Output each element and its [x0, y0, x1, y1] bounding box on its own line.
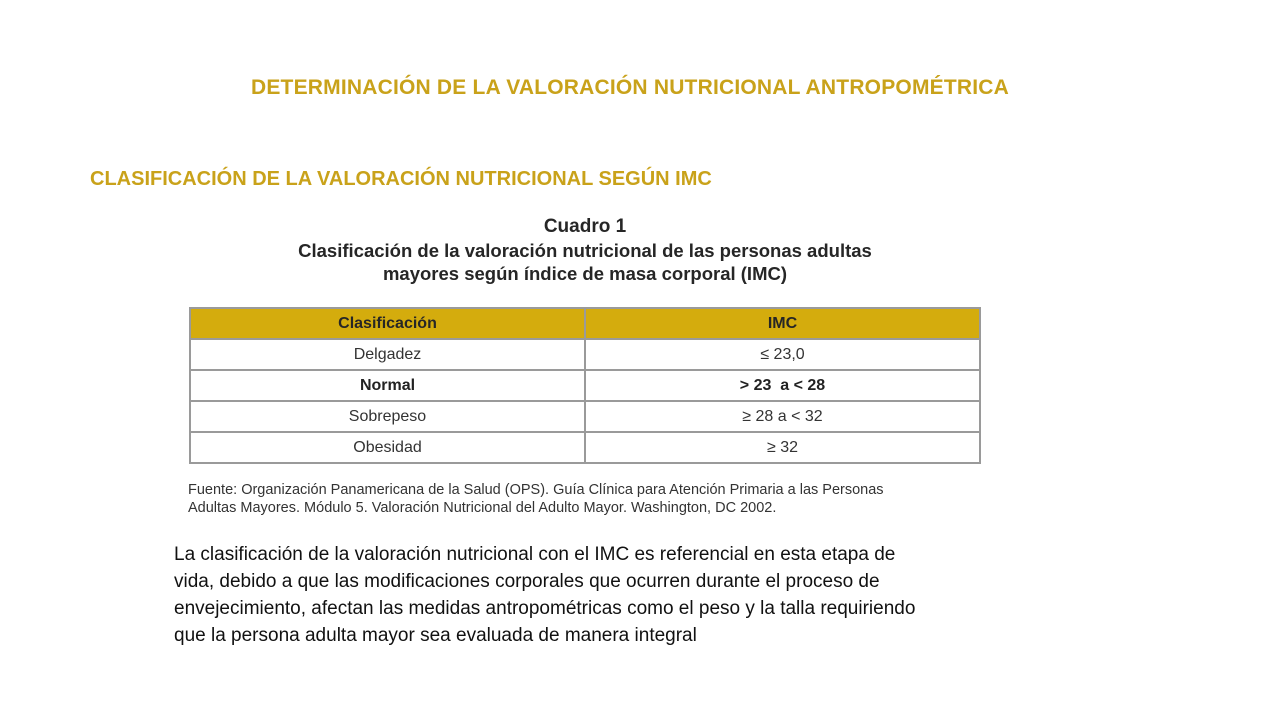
body-line-2: vida, debido a que las modificaciones corporales que ocurren durante el proceso de — [174, 571, 880, 592]
table-source-note — [188, 481, 1008, 517]
cell-imc: ≥ 28 a < 32 — [585, 401, 980, 432]
table-row — [190, 401, 980, 432]
table-caption-line-2: mayores según índice de masa corporal (IMC) — [382, 263, 788, 284]
imc-classification-table — [189, 307, 981, 464]
cell-imc: > 23 a < 28 — [585, 370, 980, 401]
table-header-row — [190, 308, 980, 339]
table-row — [190, 432, 980, 463]
table-caption-line-1: Clasificación de la valoración nutricional de las personas adultas — [298, 240, 872, 261]
cell-clasificacion: Delgadez — [190, 339, 585, 370]
body-paragraph — [174, 541, 1074, 649]
header-clasificacion: Clasificación — [190, 308, 585, 339]
section-subtitle: CLASIFICACIÓN DE LA VALORACIÓN NUTRICIONAL SEGÚN IMC — [90, 168, 712, 190]
table-row — [190, 370, 980, 401]
source-line-1: Fuente: Organización Panamericana de la Salud (OPS). Guía Clínica para Atención Primaria a las Personas — [188, 482, 884, 498]
slide-title: DETERMINACIÓN DE LA VALORACIÓN NUTRICIONAL ANTROPOMÉTRICA — [250, 76, 1010, 99]
cell-imc: ≤ 23,0 — [585, 339, 980, 370]
cell-clasificacion: Obesidad — [190, 432, 585, 463]
header-imc: IMC — [585, 308, 980, 339]
body-line-1: La clasificación de la valoración nutricional con el IMC es referencial en esta etapa de — [174, 544, 896, 565]
cell-clasificacion: Sobrepeso — [190, 401, 585, 432]
table-number: Cuadro 1 — [543, 216, 627, 237]
table-caption — [188, 215, 982, 285]
body-line-4: que la persona adulta mayor sea evaluada de manera integral — [174, 625, 697, 646]
table-row — [190, 339, 980, 370]
source-line-2: Adultas Mayores. Módulo 5. Valoración Nutricional del Adulto Mayor. Washington, DC 2002. — [188, 500, 777, 516]
cell-imc: ≥ 32 — [585, 432, 980, 463]
body-line-3: envejecimiento, afectan las medidas antropométricas como el peso y la talla requiriendo — [174, 598, 916, 619]
cell-clasificacion: Normal — [190, 370, 585, 401]
